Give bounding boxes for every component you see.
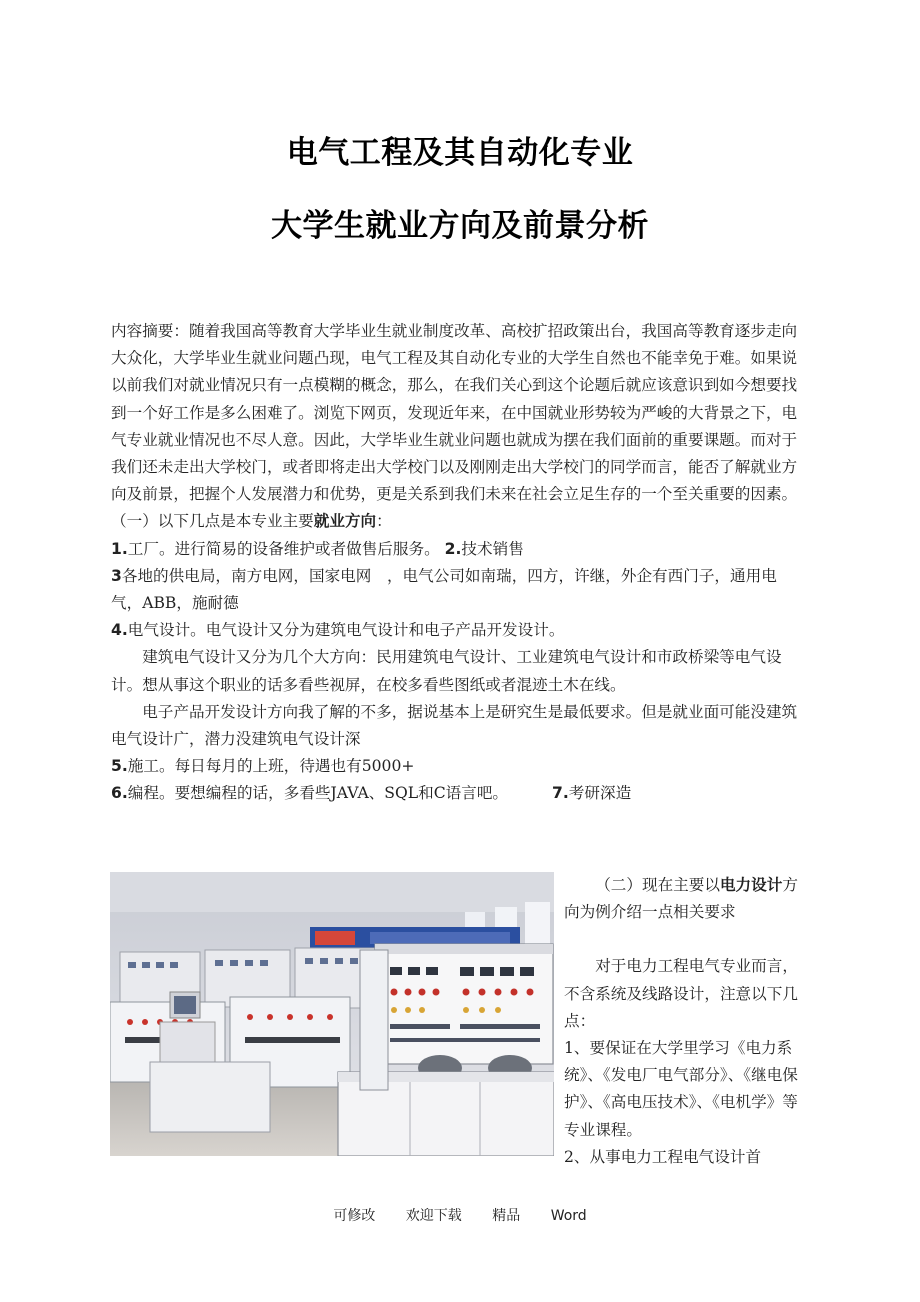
lab-equipment-photo xyxy=(110,872,554,1156)
item-number: 5. xyxy=(111,757,128,776)
side-text xyxy=(564,872,808,1171)
body-text xyxy=(111,318,801,808)
section-two-heading xyxy=(564,872,808,926)
item-text: 电气设计。电气设计又分为建筑电气设计和电子产品开发设计。 xyxy=(127,621,565,640)
item-number: 3 xyxy=(111,566,122,585)
section-two-text: （二）现在主要以 xyxy=(595,876,720,894)
abstract-paragraph xyxy=(111,318,801,536)
item-number: 1. xyxy=(111,539,128,558)
building-design-paragraph: 建筑电气设计又分为几个大方向：民用建筑电气设计、工业建筑电气设计和市政桥梁等电气设计。想从事这个职业的话多看些视屏，在校多看些图纸或者混迹土木在线。 xyxy=(111,648,782,694)
list-item-3 xyxy=(111,563,801,617)
section-two-bold: 电力设计 xyxy=(719,876,783,894)
item-text: 工厂。进行简易的设备维护或者做售后服务。 xyxy=(127,539,445,558)
side-paragraph-intro: 对于电力工程电气专业而言，不含系统及线路设计，注意以下几点： xyxy=(564,957,798,1030)
abstract-bold-text: 就业方向 xyxy=(313,512,377,531)
item-text: 技术销售 xyxy=(461,539,524,558)
item-text: 编程。要想编程的话，多看些JAVA、SQL和C语言吧。 xyxy=(127,784,509,803)
list-item-4 xyxy=(111,617,801,644)
title-line-1: 电气工程及其自动化专业 xyxy=(286,135,634,171)
item-number: 6. xyxy=(111,784,128,803)
item-text: 施工。每日每月的上班，待遇也有5000+ xyxy=(127,757,415,776)
side-point-2: 2、从事电力工程电气设计首 xyxy=(564,1147,762,1166)
footer-item-quality: 精品 xyxy=(492,1208,521,1224)
item-number: 2. xyxy=(444,539,462,558)
abstract-end: ： xyxy=(376,512,392,531)
electronic-design-paragraph: 电子产品开发设计方向我了解的不多，据说基本上是研究生是最低要求。但是就业面可能没建筑电气设计广，潜力没建筑电气设计深 xyxy=(111,702,798,749)
footer-item-word: Word xyxy=(550,1208,587,1224)
list-item-5 xyxy=(111,753,801,780)
item-text: 考研深造 xyxy=(568,784,632,803)
blank-line xyxy=(564,926,808,953)
list-item-6-7 xyxy=(111,780,801,807)
footer-item-download: 欢迎下载 xyxy=(405,1208,462,1224)
list-item-1-2 xyxy=(111,536,801,563)
item-number: 7. xyxy=(552,784,569,803)
title-line-2: 大学生就业方向及前景分析 xyxy=(271,208,649,244)
side-point-1: 1、要保证在大学里学习《电力系统》、《发电厂电气部分》、《继电保护》、《高电压技术》、《电机学》等专业课程。 xyxy=(564,1039,798,1139)
abstract-text: 内容摘要：随着我国高等教育大学毕业生就业制度改革、高校扩招政策出台，我国高等教育逐步走向大众化，大学毕业生就业问题凸现，电气工程及其自动化专业的大学生自然也不能幸免于难。如果说以前我们对就业情况只有一点模糊的概念，那么，在我们关心到这个论题后就应该意识到如今想要找到一个好工作是多么困难了。浏览下网页，发现近年来，在中国就业形势较为严峻的大背景之下，电气专业就业情况也不尽人意。因此，大学毕业生就业问题也就成为摆在我们面前的重要课题。而对于我们还未走出大学校门，或者即将走出大学校门以及刚刚走出大学校门的同学而言，能否了解就业方向及前景，把握个人发展潜力和优势，更是关系到我们未来在社会立足生存的一个至关重要的因素。（一）以下几点是本专业主要 xyxy=(111,322,798,531)
footer-item-editable: 可修改 xyxy=(333,1208,376,1224)
section-two-text-end: 方向为例介绍一点相关要求 xyxy=(564,876,798,922)
item-number: 4. xyxy=(111,621,128,640)
item-text: 各地的供电局，南方电网，国家电网 ，电气公司如南瑞，四方，许继，外企有西门子，通用电气，ABB，施耐德 xyxy=(111,566,777,613)
page-footer xyxy=(0,1205,920,1225)
